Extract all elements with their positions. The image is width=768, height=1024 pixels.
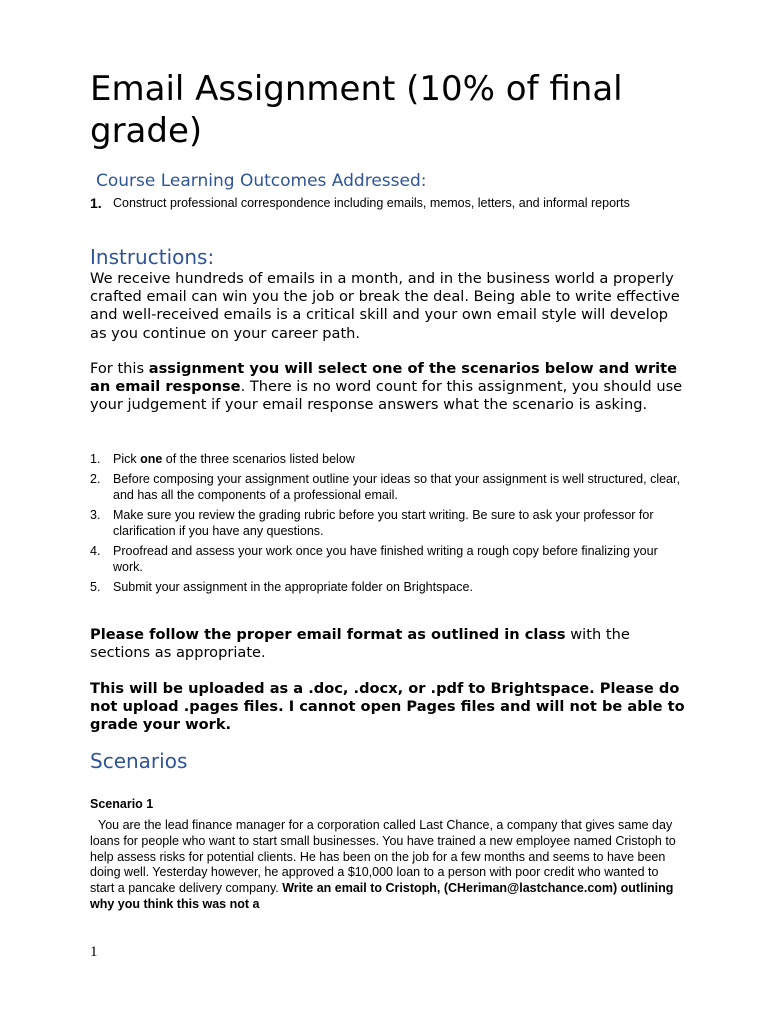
email-format-rest: with the sections as appropriate. (90, 626, 630, 662)
instruction-step (90, 543, 690, 576)
course-outcome-item (90, 194, 680, 213)
course-outcome-text: Construct professional correspondence including emails, memos, letters, and informal reports (113, 196, 630, 210)
scenario-1-task: Write an email to Cristoph, (CHeriman@lastchance.com) outlining why you think this was not a (90, 881, 674, 911)
course-outcomes-list (90, 194, 680, 213)
instructions-heading: Instructions: (90, 245, 215, 269)
step-number: 3. (90, 507, 101, 522)
step-number: 1. (90, 452, 101, 466)
scenario-1-title: Scenario 1 (90, 797, 154, 811)
assignment-paragraph-end: . There is no word count for this assignment, you should use your judgement if your email response answers what the scenario is asking. (90, 378, 683, 414)
course-outcome-number: 1. (90, 195, 102, 211)
instruction-step (90, 451, 690, 468)
assignment-paragraph-start: For this (90, 360, 149, 377)
step-text-bold: one (140, 452, 163, 466)
upload-format-note: This will be uploaded as a .doc, .docx, or .pdf to Brightspace. Please do not upload .pages files. I cannot open Pages files and will not be able to grade your work. (90, 680, 685, 734)
scenarios-heading: Scenarios (90, 749, 188, 773)
step-text: Before composing your assignment outline your ideas so that your assignment is well structured, clear, and has all the components of a professional email. (113, 471, 680, 502)
instruction-steps-list (90, 451, 690, 598)
instructions-intro-paragraph: We receive hundreds of emails in a month, and in the business world a properly crafted email can win you the job or break the deal. Being able to write effective and well-received emails is a critical skill and your own email style will develop as you continue on your career path. (90, 270, 680, 342)
instructions-assignment-paragraph (90, 360, 685, 415)
step-text: Submit your assignment in the appropriate folder on Brightspace. (113, 579, 473, 594)
course-outcomes-heading: Course Learning Outcomes Addressed: (96, 171, 427, 191)
instruction-step (90, 507, 690, 540)
step-text-pre: Pick (113, 452, 141, 466)
scenario-1-body: You are the lead finance manager for a corporation called Last Chance, a company that gives same day loans for people who want to start small businesses. You have trained a new employee named Cristoph to help assess risks for potential clients. He has been on the job for a few months and seems to have been doing well. Yesterday however, he approved a $10,000 loan to a person with poor credit who wanted to start a pancake delivery company. (90, 818, 676, 896)
email-format-note (90, 626, 685, 662)
instruction-step (90, 471, 690, 504)
step-number: 4. (90, 543, 101, 558)
step-number: 5. (90, 579, 101, 594)
step-text: Proofread and assess your work once you have finished writing a rough copy before finalizing your work. (113, 543, 658, 574)
step-number: 2. (90, 471, 101, 486)
assignment-paragraph-bold: assignment you will select one of the scenarios below and write an email response (90, 360, 678, 396)
document-title: Email Assignment (10% of final grade) (90, 69, 623, 151)
instruction-step (90, 579, 690, 596)
scenario-1-text (90, 818, 682, 913)
page-number: 1 (90, 944, 98, 960)
step-text: Make sure you review the grading rubric before you start writing. Be sure to ask your professor for clarification if you have any questions. (113, 507, 654, 538)
email-format-bold: Please follow the proper email format as outlined in class (90, 626, 566, 643)
step-text-post: of the three scenarios listed below (162, 452, 355, 466)
